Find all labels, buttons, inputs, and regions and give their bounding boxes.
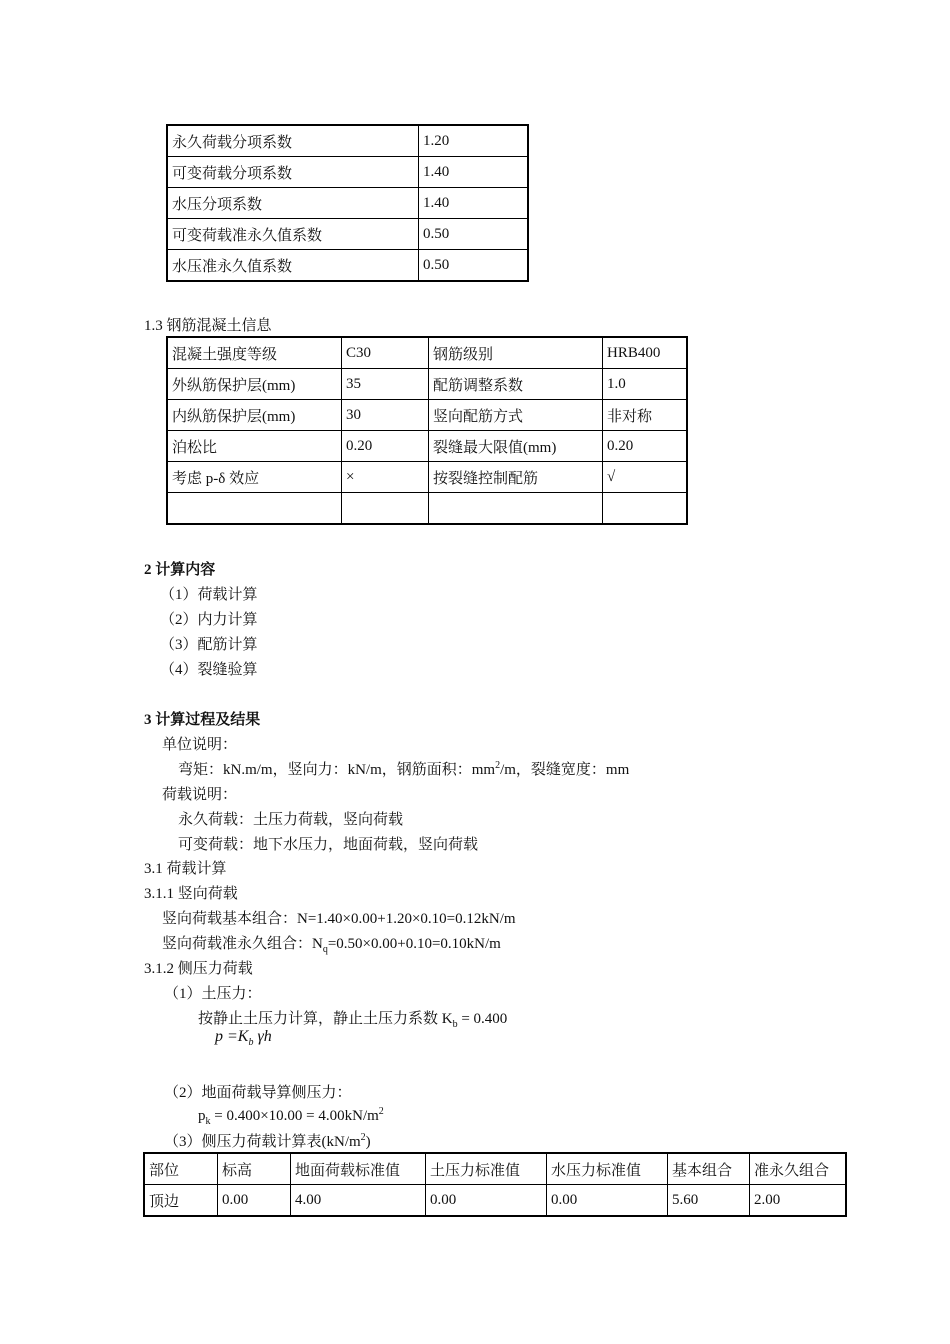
- table-cell: 1.40: [419, 188, 529, 219]
- earth-text-b: = 0.400: [457, 1011, 508, 1027]
- table-header-cell: 准永久组合: [750, 1153, 847, 1185]
- formula-sub: b: [248, 1037, 254, 1049]
- table-row: [167, 157, 528, 188]
- table-cell: 竖向配筋方式: [429, 400, 603, 431]
- section-heading-3: 3 计算过程及结果: [144, 712, 261, 728]
- table-cell: 0.50: [419, 219, 529, 250]
- table-header-cell: 水压力标准值: [547, 1153, 668, 1185]
- unit-sup: 2: [495, 760, 501, 771]
- table-cell: 1.20: [419, 125, 529, 157]
- table-row: [167, 400, 687, 431]
- side-table-label: [164, 1130, 371, 1151]
- table-row: [167, 369, 687, 400]
- table-header-cell: 部位: [144, 1153, 218, 1185]
- table-cell: 35: [342, 369, 429, 400]
- table-header-cell: 基本组合: [668, 1153, 750, 1185]
- table-cell: [167, 493, 342, 525]
- table-cell: 30: [342, 400, 429, 431]
- unit-label: 单位说明：: [162, 737, 238, 753]
- formula-a: p =K: [215, 1028, 249, 1045]
- table-cell: 0.20: [342, 431, 429, 462]
- table-cell: 永久荷载分项系数: [167, 125, 419, 157]
- earth-sub: b: [452, 1019, 458, 1030]
- table-cell: 混凝土强度等级: [167, 337, 342, 369]
- table-row: [167, 250, 528, 282]
- table-cell: 钢筋级别: [429, 337, 603, 369]
- list-item: （2）内力计算: [160, 612, 258, 628]
- unit-text-b: /m，裂缝宽度：mm: [500, 762, 630, 778]
- table-cell: [429, 493, 603, 525]
- section-heading-2: 2 计算内容: [144, 562, 216, 578]
- table-cell: 内纵筋保护层(mm): [167, 400, 342, 431]
- surface-load-label: （2）地面荷载导算侧压力：: [164, 1085, 352, 1101]
- vert-quasi-sub: q: [322, 944, 328, 955]
- table-header-cell: 土压力标准值: [426, 1153, 547, 1185]
- table-cell: 0.00: [218, 1185, 291, 1217]
- cross-mark: ×: [342, 462, 429, 493]
- earth-text-a: 按静止土压力计算，静止土压力系数 K: [198, 1011, 453, 1027]
- concrete-table: [166, 336, 688, 525]
- table-cell: 1.40: [419, 157, 529, 188]
- table-cell: 0.00: [426, 1185, 547, 1217]
- check-mark: √: [603, 462, 688, 493]
- table-cell: 裂缝最大限值(mm): [429, 431, 603, 462]
- surface-load-text: [198, 1106, 384, 1127]
- table-cell: 非对称: [603, 400, 688, 431]
- list-item: （1）荷载计算: [160, 587, 258, 603]
- table-cell: [342, 493, 429, 525]
- factor-table: [166, 124, 529, 282]
- table-row: [167, 431, 687, 462]
- table-row: [167, 188, 528, 219]
- table-row: [167, 462, 687, 493]
- pk-sub: k: [205, 1116, 211, 1127]
- pk-sup: 2: [378, 1106, 384, 1117]
- table-cell: 配筋调整系数: [429, 369, 603, 400]
- table-row: [167, 125, 528, 157]
- load-label: 荷载说明：: [162, 787, 238, 803]
- table3-label-b: ): [365, 1134, 371, 1150]
- table-cell: HRB400: [603, 337, 688, 369]
- variable-load-text: 可变荷载：地下水压力，地面荷载，竖向荷载: [178, 837, 479, 853]
- table-cell: 0.50: [419, 250, 529, 282]
- table-cell: C30: [342, 337, 429, 369]
- table-cell: 外纵筋保护层(mm): [167, 369, 342, 400]
- table-cell: 1.0: [603, 369, 688, 400]
- table-row: [167, 219, 528, 250]
- vert-quasi-a: 竖向荷载准永久组合：N: [162, 936, 323, 952]
- table-cell: 可变荷载分项系数: [167, 157, 419, 188]
- table-header-cell: 地面荷载标准值: [291, 1153, 426, 1185]
- earth-pressure-formula: [215, 1028, 272, 1048]
- vertical-basic-combination: 竖向荷载基本组合：N=1.40×0.00+1.20×0.10=0.12kN/m: [162, 911, 516, 927]
- table-header-cell: 标高: [218, 1153, 291, 1185]
- pk-a: p: [198, 1108, 206, 1124]
- earth-pressure-label: （1）土压力：: [164, 986, 262, 1002]
- table-cell: 可变荷载准永久值系数: [167, 219, 419, 250]
- table-cell: 水压分项系数: [167, 188, 419, 219]
- table-cell: 按裂缝控制配筋: [429, 462, 603, 493]
- table-cell: 5.60: [668, 1185, 750, 1217]
- table-row: [144, 1185, 846, 1217]
- table-cell: [603, 493, 688, 525]
- list-item: （3）配筋计算: [160, 637, 258, 653]
- section-heading-3-1-2: 3.1.2 侧压力荷载: [144, 961, 253, 977]
- section-heading-3-1: 3.1 荷载计算: [144, 861, 227, 877]
- formula-b: γh: [253, 1028, 272, 1045]
- table-row: [167, 337, 687, 369]
- earth-pressure-text: [198, 1007, 507, 1030]
- vertical-quasi-combination: [162, 932, 501, 955]
- table-cell: 考虑 p-δ 效应: [167, 462, 342, 493]
- table-cell: 0.20: [603, 431, 688, 462]
- table-row: [167, 493, 687, 525]
- table-cell: 顶边: [144, 1185, 218, 1217]
- pk-b: = 0.400×10.00 = 4.00kN/m: [210, 1108, 379, 1124]
- list-item: （4）裂缝验算: [160, 662, 258, 678]
- vert-quasi-b: =0.50×0.00+0.10=0.10kN/m: [327, 936, 501, 952]
- section-heading-1-3: 1.3 钢筋混凝土信息: [144, 318, 272, 334]
- side-pressure-table: [143, 1152, 847, 1217]
- unit-text-a: 弯矩：kN.m/m，竖向力：kN/m，钢筋面积：mm: [178, 762, 496, 778]
- table3-sup: 2: [360, 1132, 366, 1143]
- table-cell: 2.00: [750, 1185, 847, 1217]
- table3-label-a: （3）侧压力荷载计算表(kN/m: [164, 1134, 361, 1150]
- table-cell: 泊松比: [167, 431, 342, 462]
- section-heading-3-1-1: 3.1.1 竖向荷载: [144, 886, 238, 902]
- table-cell: 0.00: [547, 1185, 668, 1217]
- unit-text: [178, 758, 629, 779]
- table-header-row: [144, 1153, 846, 1185]
- table-cell: 水压准永久值系数: [167, 250, 419, 282]
- table-cell: 4.00: [291, 1185, 426, 1217]
- permanent-load-text: 永久荷载：土压力荷载，竖向荷载: [178, 812, 404, 828]
